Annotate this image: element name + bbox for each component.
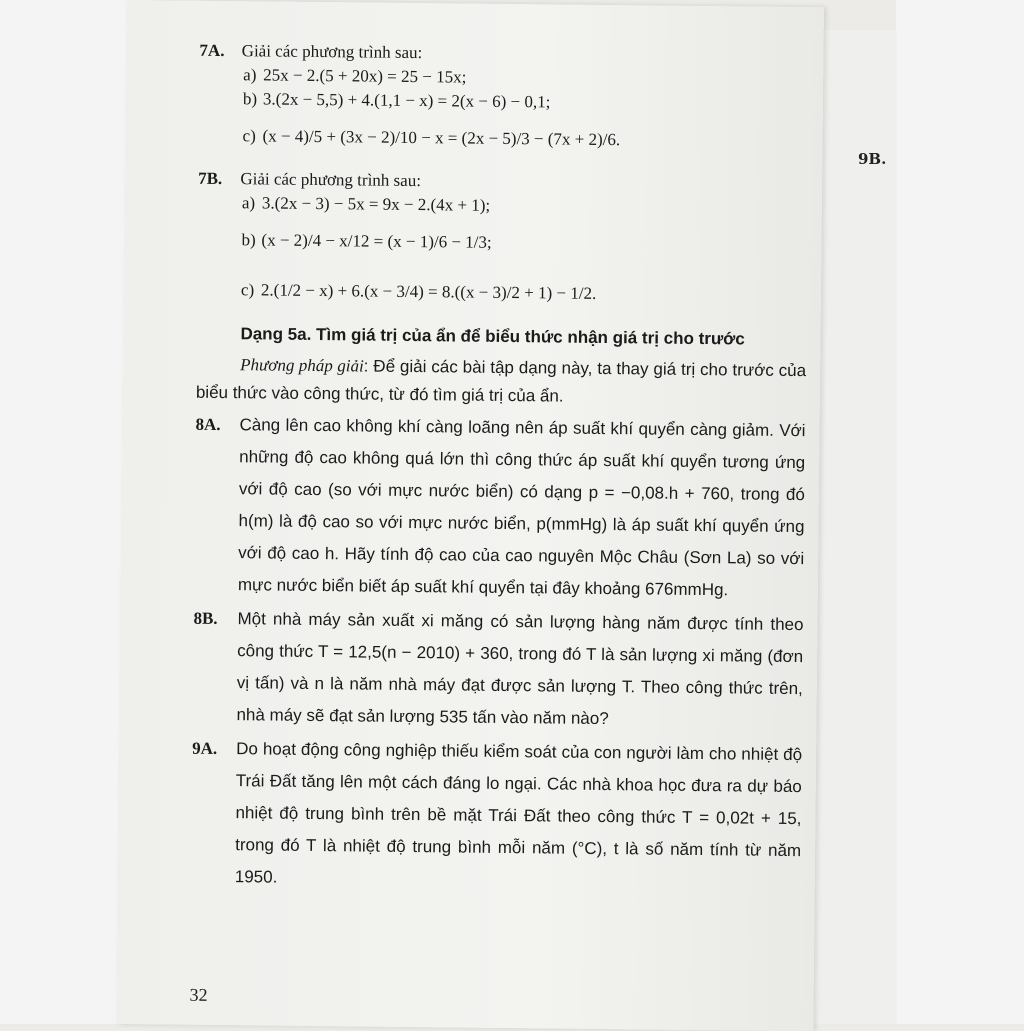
problem-id: 8B.: [193, 608, 218, 628]
equation: 3.(2x − 3) − 5x = 9x − 2.(4x + 1);: [261, 193, 491, 215]
exercise-7a: [198, 39, 809, 167]
method-label: Phương pháp giải: [240, 355, 364, 376]
item-label: b): [242, 89, 258, 109]
background-right: [896, 0, 1024, 1024]
item-label: c): [242, 126, 256, 146]
problem-9a: [191, 733, 803, 899]
equation: (x − 4)/5 + (3x − 2)/10 − x = (2x − 5)/3 − (7x + 2)/6.: [262, 126, 621, 150]
page-number: 32: [189, 984, 208, 1005]
problem-text: Một nhà máy sản xuất xi măng có sản lượng hàng năm được tính theo công thức T = 12,5(n − 2010) + 360, trong đó T là sản lượng xi măng (đơn vị tấn) và n là năm nhà máy đạt được sản lượng T. Theo công thức trên, nhà máy sẽ đạt sản lượng 535 tấn vào năm nào?: [236, 609, 804, 729]
exercise-title: Giải các phương trình sau:: [240, 169, 422, 191]
equation: 3.(2x − 5,5) + 4.(1,1 − x) = 2(x − 6) − 0,1;: [262, 89, 551, 112]
exercise-title: Giải các phương trình sau:: [241, 41, 423, 63]
item-label: c): [240, 280, 255, 300]
item-label: a): [243, 65, 257, 85]
problem-8a: [194, 409, 806, 607]
page-content: [191, 39, 810, 899]
equation-item: [242, 111, 808, 167]
problem-id: 8A.: [195, 414, 221, 434]
method-paragraph: [196, 351, 807, 413]
equation: 25x − 2.(5 + 20x) = 25 − 15x;: [263, 65, 467, 87]
equation-item: [241, 265, 807, 321]
exercise-id: 7B.: [198, 168, 223, 188]
item-label: a): [241, 193, 256, 213]
problem-id: 9A.: [192, 738, 218, 758]
problem-text: Do hoạt động công nghiệp thiếu kiểm soát của con người làm cho nhiệt độ Trái Đất tăng lên một cách đáng lo ngại. Các nhà khoa học đưa ra dự báo nhiệt độ trung bình trên bề mặt Trái Đất theo công thức T = 0,02t + 15, trong đó T là nhiệt độ trung bình mỗi năm (°C), t là số năm tính từ năm 1950.: [234, 739, 803, 887]
problem-8b: [192, 603, 803, 737]
background-left: [0, 0, 128, 1024]
book-page: [117, 0, 824, 1031]
facing-page-label: 9B.: [858, 150, 887, 168]
exercise-id: 7A.: [199, 40, 225, 61]
equation-item: [241, 215, 807, 271]
section-title: Dạng 5a. Tìm giá trị của ẩn để biểu thức nhận giá trị cho trước: [240, 324, 745, 349]
equation: 2.(1/2 − x) + 6.(x − 3/4) = 8.((x − 3)/2 + 1) − 1/2.: [260, 280, 597, 303]
item-label: b): [241, 230, 256, 250]
equation: (x − 2)/4 − x/12 = (x − 1)/6 − 1/3;: [261, 230, 492, 252]
method-text: : Để giải các bài tập dạng này, ta thay giá trị cho trước của biểu thức vào công thức, từ đó tìm giá trị của ẩn.: [195, 356, 807, 406]
problem-text: Càng lên cao không khí càng loãng nên áp suất khí quyển càng giảm. Với những độ cao không quá lớn thì công thức áp suất khí quyển tương ứng với độ cao (so với mực nước biển) có dạng p = −0,08.h + 760, trong đó h(m) là độ cao so với mực nước biển, p(mmHg) là áp suất khí quyển ứng với độ cao h. Hãy tính độ cao của cao nguyên Mộc Châu (Sơn La) so với mực nước biển biết áp suất khí quyển tại đây khoảng 676mmHg.: [237, 415, 806, 600]
exercise-7b: [197, 167, 809, 321]
